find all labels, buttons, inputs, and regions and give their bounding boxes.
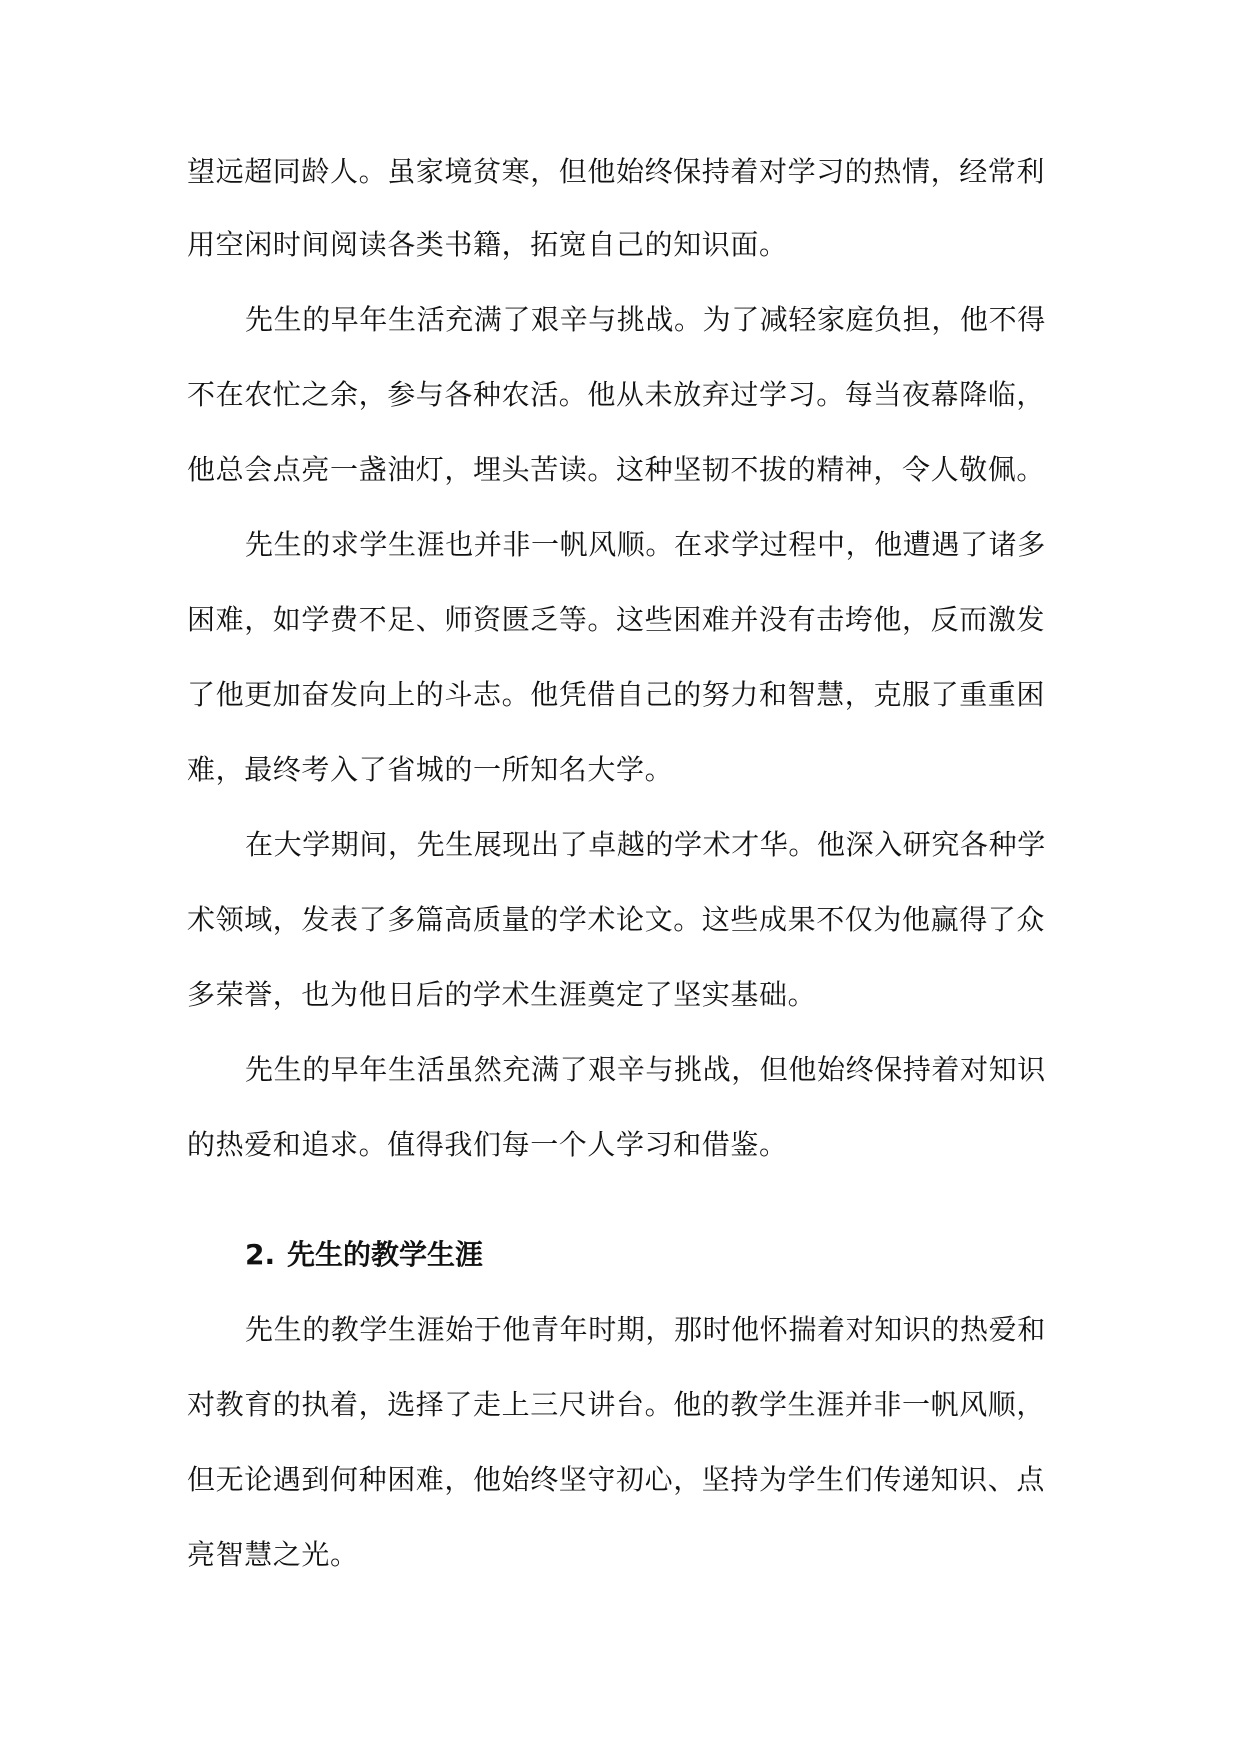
section-paragraph-line-4: 亮智慧之光。 [187,1538,359,1571]
section-paragraph-line-2: 对教育的执着，选择了走上三尺讲台。他的教学生涯并非一帆风顺， [187,1388,1046,1421]
paragraph-3-line-2: 困难，如学费不足、师资匮乏等。这些困难并没有击垮他，反而激发 [187,603,1046,636]
paragraph-4-line-2: 术领域，发表了多篇高质量的学术论文。这些成果不仅为他赢得了众 [187,903,1046,936]
section-paragraph-line-1: 先生的教学生涯始于他青年时期，那时他怀揣着对知识的热爱和 [245,1313,1046,1346]
paragraph-2-line-3: 他总会点亮一盏油灯，埋头苦读。这种坚韧不拔的精神，令人敬佩。 [187,453,1046,486]
paragraph-4-line-1: 在大学期间，先生展现出了卓越的学术才华。他深入研究各种学 [245,828,1046,861]
section-title: 先生的教学生涯 [287,1238,484,1271]
paragraph-5-line-2: 的热爱和追求。值得我们每一个人学习和借鉴。 [187,1128,788,1161]
section-heading [245,1235,483,1275]
paragraph-1-line-2: 用空闲时间阅读各类书籍，拓宽自己的知识面。 [187,228,788,261]
paragraph-3-line-4: 难，最终考入了省城的一所知名大学。 [187,753,674,786]
section-number: 2. [245,1238,276,1271]
paragraph-3-line-1: 先生的求学生涯也并非一帆风顺。在求学过程中，他遭遇了诸多 [245,528,1046,561]
section-paragraph-line-3: 但无论遇到何种困难，他始终坚守初心，坚持为学生们传递知识、点 [187,1463,1046,1496]
paragraph-1-line-1: 望远超同龄人。虽家境贫寒，但他始终保持着对学习的热情，经常利 [187,155,1046,188]
paragraph-2-line-2: 不在农忙之余，参与各种农活。他从未放弃过学习。每当夜幕降临， [187,378,1046,411]
paragraph-4-line-3: 多荣誉，也为他日后的学术生涯奠定了坚实基础。 [187,978,817,1011]
paragraph-2-line-1: 先生的早年生活充满了艰辛与挑战。为了减轻家庭负担，他不得 [245,303,1046,336]
paragraph-5-line-1: 先生的早年生活虽然充满了艰辛与挑战，但他始终保持着对知识 [245,1053,1046,1086]
paragraph-3-line-3: 了他更加奋发向上的斗志。他凭借自己的努力和智慧，克服了重重困 [187,678,1046,711]
